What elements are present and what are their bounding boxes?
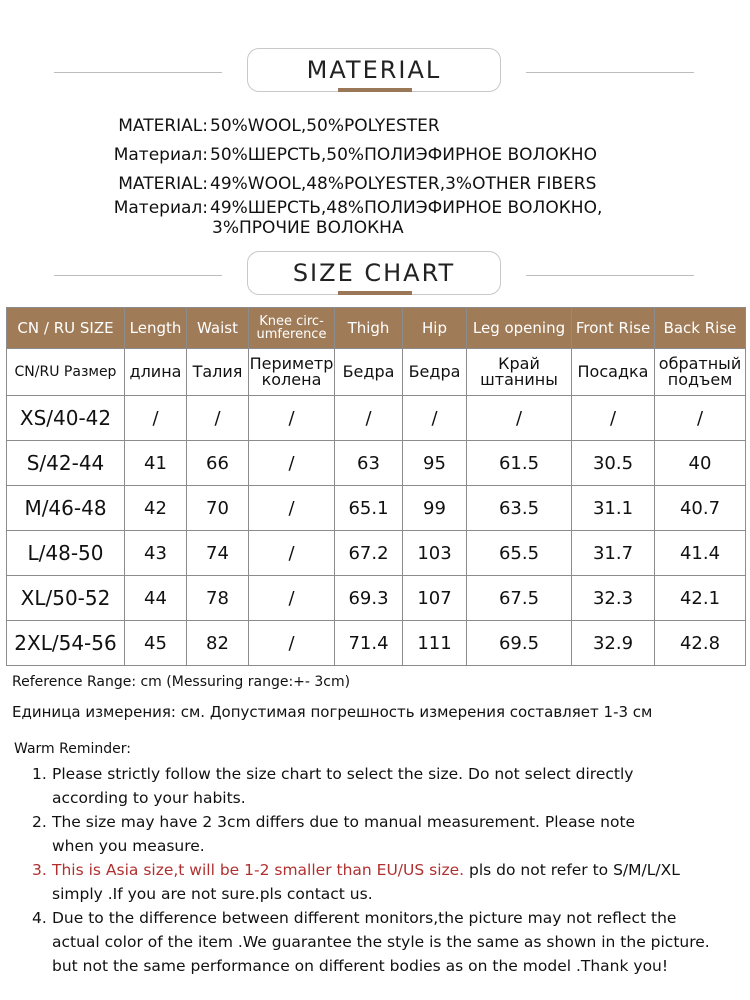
cell: 42.1	[655, 576, 746, 621]
cell: 43	[125, 531, 187, 576]
material-label: MATERIAL:	[118, 174, 208, 194]
cell-size: L/48-50	[7, 531, 125, 576]
cell: 65.1	[335, 486, 403, 531]
cell-size: M/46-48	[7, 486, 125, 531]
cell: 63	[335, 441, 403, 486]
cell: 42.8	[655, 621, 746, 666]
material-value: 49%WOOL,48%POLYESTER,3%OTHER FIBERS	[210, 174, 597, 194]
material-label: Материал:	[113, 145, 208, 165]
material-section-header	[0, 48, 750, 98]
header-thigh: Thigh	[335, 308, 403, 349]
ru-header-leg-opening: Край штанины	[467, 349, 572, 396]
ru-header-thigh: Бедра	[335, 349, 403, 396]
cell: 63.5	[467, 486, 572, 531]
cell: 111	[403, 621, 467, 666]
cell: 82	[187, 621, 249, 666]
cell: 69.5	[467, 621, 572, 666]
table-ru-header-row	[7, 349, 746, 396]
table-row	[7, 441, 746, 486]
header-hip: Hip	[403, 308, 467, 349]
divider-left	[54, 72, 222, 73]
table-header-row	[7, 308, 746, 349]
cell: 67.5	[467, 576, 572, 621]
cell: /	[403, 396, 467, 441]
cell: 78	[187, 576, 249, 621]
asia-size-warning: This is Asia size,t will be 1-2 smaller than EU/US size.	[52, 861, 465, 879]
cell: 67.2	[335, 531, 403, 576]
cell: 95	[403, 441, 467, 486]
title-underline	[338, 291, 412, 295]
table-row	[7, 621, 746, 666]
warm-reminder-title: Warm Reminder:	[14, 741, 131, 757]
cell: 45	[125, 621, 187, 666]
material-value-continued: 3%ПРОЧИЕ ВОЛОКНА	[212, 218, 404, 238]
ru-header-waist: Талия	[187, 349, 249, 396]
cell: 40.7	[655, 486, 746, 531]
size-chart-title-box	[247, 251, 501, 295]
reminder-item: 4. Due to the difference between different monitors,the picture may not reflect the actual color of the item .We guarantee the style is the same as shown in the picture. but not the same performance on different bodies as on the model .Thank you!	[32, 909, 710, 975]
ru-header-front-rise: Посадка	[572, 349, 655, 396]
cell: 70	[187, 486, 249, 531]
material-title-box	[247, 48, 501, 92]
cell: /	[467, 396, 572, 441]
header-length: Length	[125, 308, 187, 349]
cell: 69.3	[335, 576, 403, 621]
cell: 42	[125, 486, 187, 531]
size-chart-table	[6, 307, 746, 666]
cell: 99	[403, 486, 467, 531]
table-row	[7, 576, 746, 621]
reference-range-en: Reference Range: cm (Messuring range:+- 3cm)	[12, 674, 351, 690]
title-underline	[338, 88, 412, 92]
cell: 65.5	[467, 531, 572, 576]
divider-right	[526, 72, 694, 73]
cell: 30.5	[572, 441, 655, 486]
ru-header-length: длина	[125, 349, 187, 396]
cell: 32.3	[572, 576, 655, 621]
cell: 32.9	[572, 621, 655, 666]
cell: 66	[187, 441, 249, 486]
cell: 74	[187, 531, 249, 576]
cell: /	[249, 621, 335, 666]
material-title: MATERIAL	[306, 56, 442, 84]
cell: 41.4	[655, 531, 746, 576]
reference-range-ru: Единица измерения: см. Допустимая погрешность измерения составляет 1-3 см	[12, 703, 653, 721]
ru-header-size: CN/RU Размер	[7, 349, 125, 396]
cell-size: XL/50-52	[7, 576, 125, 621]
material-label: Материал:	[113, 198, 208, 218]
cell-size: XS/40-42	[7, 396, 125, 441]
cell: 71.4	[335, 621, 403, 666]
cell: 31.7	[572, 531, 655, 576]
header-front-rise: Front Rise	[572, 308, 655, 349]
material-value: 50%WOOL,50%POLYESTER	[210, 116, 440, 136]
cell-size: 2XL/54-56	[7, 621, 125, 666]
table-row	[7, 486, 746, 531]
cell: /	[249, 486, 335, 531]
header-back-rise: Back Rise	[655, 308, 746, 349]
reminder-item: 2. The size may have 2 3cm differs due to manual measurement. Please note when you measure.	[32, 813, 636, 855]
reminder-item-warning: 3. This is Asia size,t will be 1-2 smaller than EU/US size. pls do not refer to S/M/L/XL simply .If you are not sure.pls contact us.	[32, 861, 680, 903]
cell: /	[187, 396, 249, 441]
cell: 61.5	[467, 441, 572, 486]
cell: /	[125, 396, 187, 441]
reminder-item: 1. Please strictly follow the size chart to select the size. Do not select directly according to your habits.	[32, 765, 634, 807]
size-chart-title: SIZE CHART	[292, 259, 456, 287]
ru-header-hip: Бедра	[403, 349, 467, 396]
cell: 107	[403, 576, 467, 621]
cell-size: S/42-44	[7, 441, 125, 486]
cell: /	[249, 531, 335, 576]
header-size: CN / RU SIZE	[7, 308, 125, 349]
cell: /	[249, 396, 335, 441]
cell: 31.1	[572, 486, 655, 531]
header-leg-opening: Leg opening	[467, 308, 572, 349]
cell: 103	[403, 531, 467, 576]
material-value: 50%ШЕРСТЬ,50%ПОЛИЭФИРНОЕ ВОЛОКНО	[210, 145, 597, 165]
cell: /	[335, 396, 403, 441]
header-waist: Waist	[187, 308, 249, 349]
cell: /	[249, 441, 335, 486]
cell: /	[249, 576, 335, 621]
divider-left	[54, 275, 222, 276]
ru-header-back-rise: обратный подъем	[655, 349, 746, 396]
table-row	[7, 531, 746, 576]
size-chart-section-header	[0, 251, 750, 301]
divider-right	[526, 275, 694, 276]
material-label: MATERIAL:	[118, 116, 208, 136]
table-row	[7, 396, 746, 441]
cell: 40	[655, 441, 746, 486]
cell: 44	[125, 576, 187, 621]
material-value: 49%ШЕРСТЬ,48%ПОЛИЭФИРНОЕ ВОЛОКНО,	[210, 198, 603, 218]
cell: /	[572, 396, 655, 441]
cell: 41	[125, 441, 187, 486]
ru-header-knee: Периметр колена	[249, 349, 335, 396]
header-knee: Knee circ- umference	[249, 308, 335, 349]
cell: /	[655, 396, 746, 441]
